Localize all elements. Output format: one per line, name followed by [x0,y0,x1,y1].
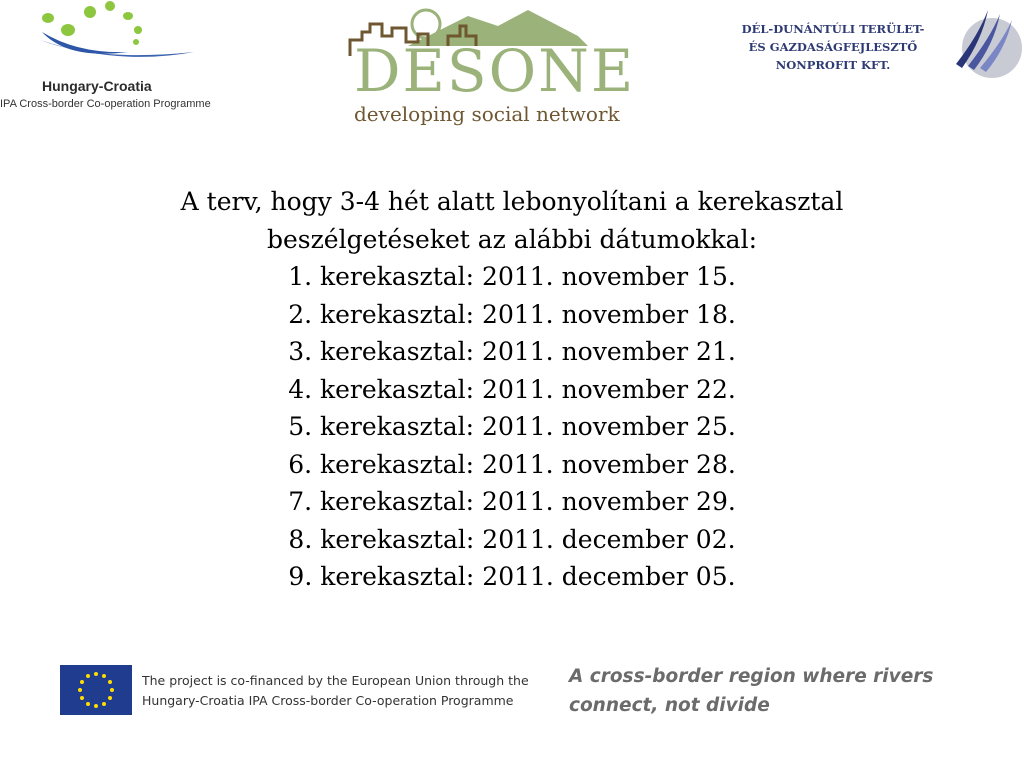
agency-name-line: DÉL-DUNÁNTÚLI TERÜLET- [741,22,925,36]
date-line: 7. kerekasztal: 2011. november 29. [288,487,736,516]
desone-logo [348,6,636,134]
date-line: 2. kerekasztal: 2011. november 18. [288,299,736,329]
date-line: 6. kerekasztal: 2011. november 28. [288,449,736,479]
slogan-line: connect, not divide [569,695,770,716]
agency-name-line: NONPROFIT KFT. [775,58,891,72]
hungary-croatia-subtitle: IPA Cross-border Co-operation Programme [0,98,211,110]
desone-wordmark: DESONE [354,37,636,105]
date-line: 4. kerekasztal: 2011. november 22. [288,374,736,404]
agency-logo-icon [948,6,1024,86]
eu-notice-line: Hungary-Croatia IPA Cross-border Co-operation Programme [142,693,514,708]
programme-slogan [569,662,933,720]
hungary-croatia-emblem-icon [38,0,198,72]
date-line: 1. kerekasztal: 2011. november 15. [288,262,736,291]
hungary-croatia-title: Hungary-Croatia [42,78,152,94]
slogan-line: A cross-border region where rivers [569,666,934,687]
eu-cofinancing-notice [142,671,529,711]
hungary-croatia-logo [0,0,230,120]
desone-tagline: developing social network [354,102,620,126]
intro-text-line: A terv, hogy 3-4 hét alatt lebonyolítani a kerekasztal [180,187,844,216]
date-line: 3. kerekasztal: 2011. november 21. [288,337,736,366]
date-line: 5. kerekasztal: 2011. november 25. [288,412,736,441]
eu-flag-icon [60,665,132,715]
intro-text-line: beszélgetéseket az alábbi dátumokkal: [266,224,757,254]
date-line: 9. kerekasztal: 2011. december 05. [288,562,736,591]
agency-name-line: ÉS GAZDASÁGFEJLESZTŐ [748,40,918,54]
eu-notice-line: The project is co-financed by the European Union through the [142,673,529,688]
roundtable-schedule [0,183,1024,596]
agency-name [728,20,938,74]
date-line: 8. kerekasztal: 2011. december 02. [288,524,736,554]
